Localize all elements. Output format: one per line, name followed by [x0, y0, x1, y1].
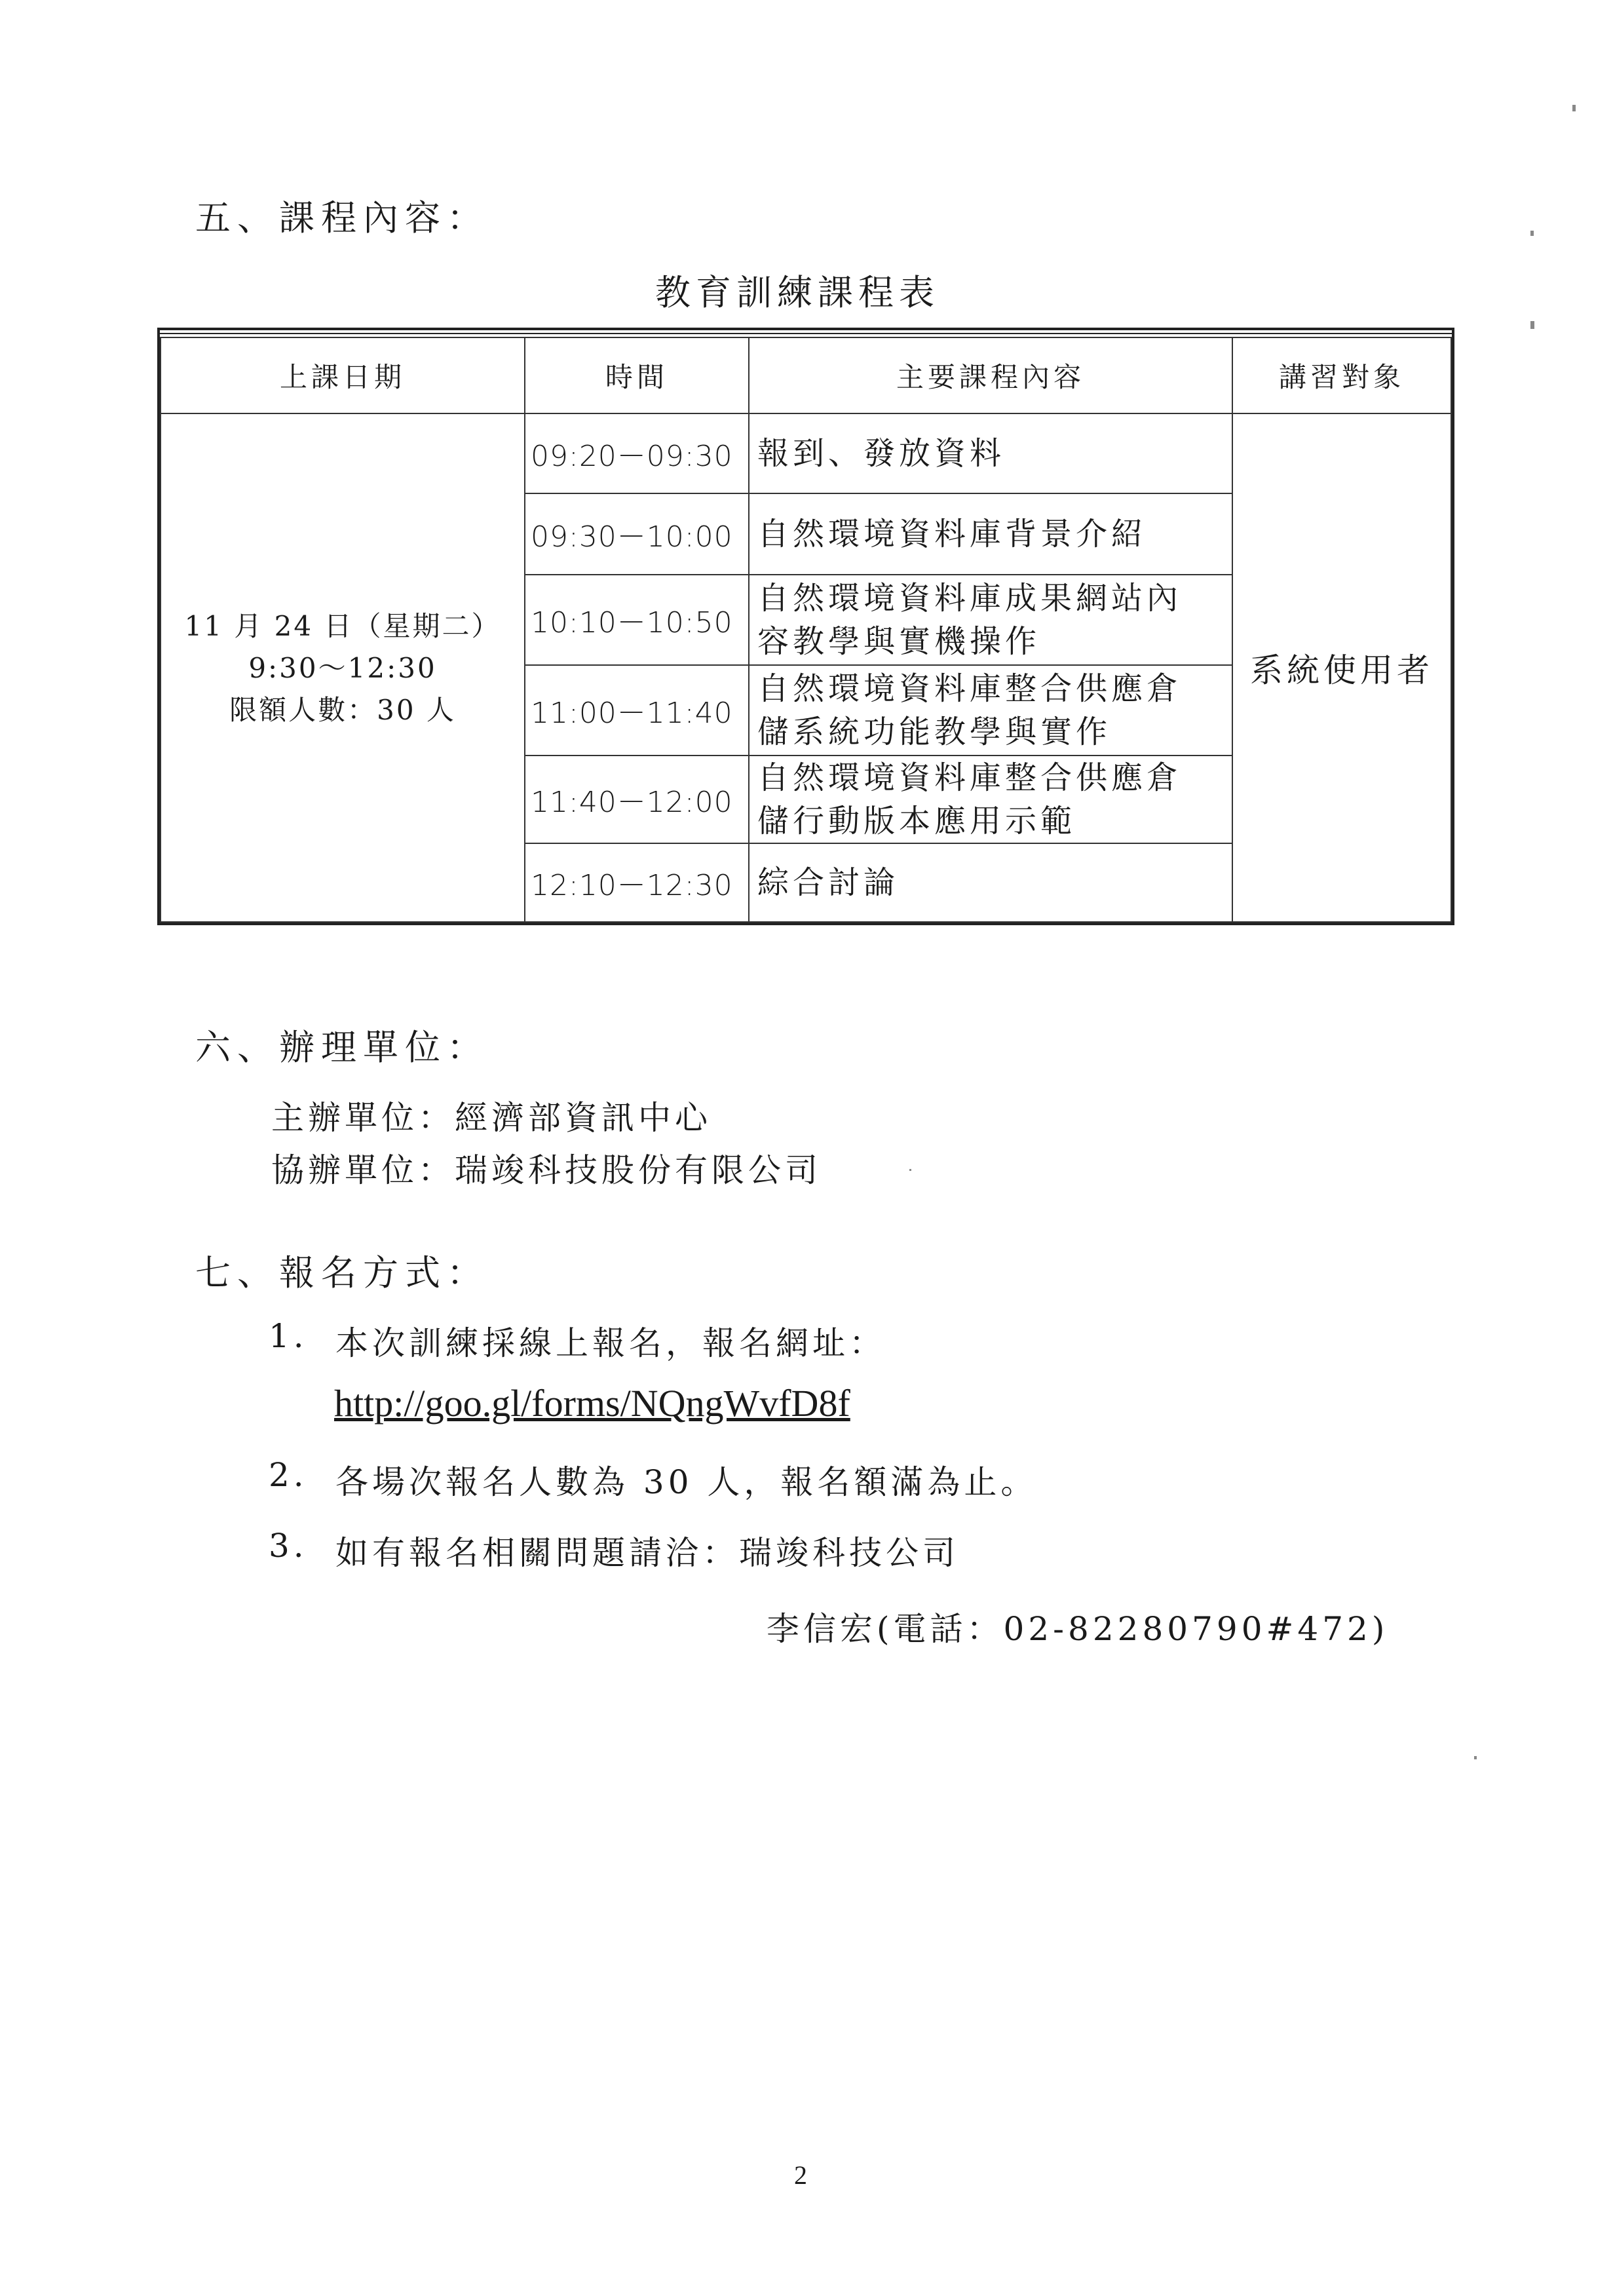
list-item: 如有報名相關問題請洽：瑞竣科技公司: [335, 1534, 959, 1572]
capacity-line: 限額人數：30 人: [229, 694, 456, 726]
table-row-content: 綜合討論: [748, 843, 1233, 923]
table-title: 教育訓練課程表: [655, 272, 939, 313]
scan-speck: [1530, 321, 1534, 329]
table-row-content: 報到、發放資料: [748, 413, 1233, 494]
header-time: 時間: [524, 337, 750, 414]
target-cell: 系統使用者: [1232, 413, 1452, 923]
table-top-rule: [157, 333, 1454, 334]
date-cell: [160, 413, 525, 923]
scan-speck: [1572, 105, 1576, 111]
table-row-time: 12:10－12:30: [524, 843, 750, 923]
organizer-line: 主辦單位：經濟部資訊中心: [271, 1099, 712, 1137]
table-row-time: 10:10－10:50: [524, 574, 750, 666]
scan-speck: [1474, 1756, 1477, 1759]
table-row-content: 自然環境資料庫背景介紹: [748, 493, 1233, 575]
date-line: 11 月 24 日（星期二）: [184, 610, 501, 642]
table-row-content: 自然環境資料庫整合供應倉 儲行動版本應用示範: [748, 755, 1233, 844]
section6-heading: 六、辦理單位：: [195, 1027, 489, 1068]
header-target: 講習對象: [1232, 337, 1452, 414]
contact-line: 李信宏(電話：02-82280790#472): [767, 1610, 1389, 1648]
header-date: 上課日期: [160, 337, 525, 414]
section5-heading: 五、課程內容：: [195, 197, 489, 239]
scan-speck: [909, 1169, 911, 1171]
header-content: 主要課程內容: [748, 337, 1233, 414]
table-row-content: 自然環境資料庫成果網站內 容教學與實機操作: [748, 574, 1233, 666]
table-row-content: 自然環境資料庫整合供應倉 儲系統功能教學與實作: [748, 664, 1233, 756]
list-item-number: 1.: [269, 1317, 308, 1355]
list-item-number: 3.: [269, 1527, 308, 1565]
table-row-time: 09:30－10:00: [524, 493, 750, 575]
list-item: 各場次報名人數為 30 人，報名額滿為止。: [335, 1463, 1038, 1501]
page-number: 2: [794, 2160, 807, 2190]
list-item-number: 2.: [269, 1456, 308, 1494]
time-range-line: 9:30～12:30: [248, 652, 437, 684]
table-row-time: 09:20－09:30: [524, 413, 750, 494]
co-organizer-line: 協辦單位：瑞竣科技股份有限公司: [271, 1151, 822, 1189]
table-row-time: 11:00－11:40: [524, 664, 750, 756]
list-item: 本次訓練採線上報名，報名網址：: [335, 1324, 886, 1362]
table-row-time: 11:40－12:00: [524, 755, 750, 844]
scan-speck: [1530, 231, 1534, 236]
registration-link[interactable]: http://goo.gl/forms/NQngWvfD8f: [334, 1382, 850, 1425]
section7-heading: 七、報名方式：: [195, 1252, 489, 1293]
